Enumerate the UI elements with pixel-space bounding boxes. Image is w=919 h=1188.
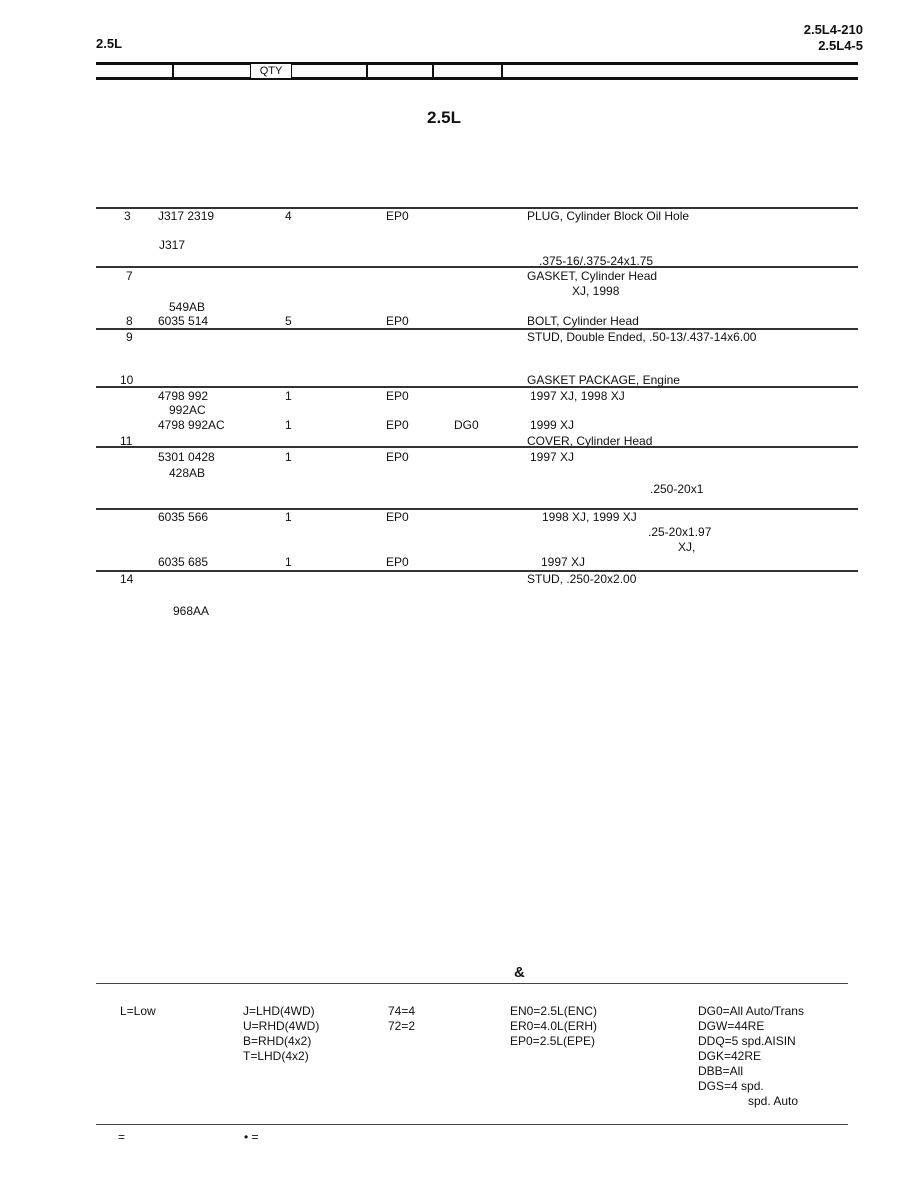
legend-item: EN0=2.5L(ENC) (510, 1004, 598, 1018)
description: 1999 XJ (530, 418, 575, 432)
row-divider (96, 570, 858, 572)
legend-item: DBB=All (698, 1064, 744, 1078)
quantity: 1 (285, 450, 292, 464)
column-header-top-rule (96, 62, 858, 65)
legend-item: 72=2 (388, 1019, 416, 1033)
section-title: 2.5L (427, 108, 462, 127)
legend-item: DGK=42RE (698, 1049, 762, 1063)
footer-rule (96, 1124, 848, 1125)
description: 1998 XJ, 1999 XJ (542, 510, 637, 524)
header-left-code: 2.5L (96, 36, 123, 51)
part-number: 549AB (169, 300, 206, 314)
description: STUD, .250-20x2.00 (527, 572, 637, 586)
part-number: 4798 992AC (158, 418, 225, 432)
legend-top-rule (96, 983, 848, 984)
part-number: 4798 992 (158, 389, 209, 403)
legend-item: DDQ=5 spd.AISIN (698, 1034, 796, 1048)
column-header-bottom-rule (96, 77, 858, 80)
ref-number: 10 (120, 373, 134, 387)
part-number: J317 (159, 238, 186, 252)
column-divider (366, 63, 368, 77)
row-divider (96, 446, 858, 448)
description: GASKET PACKAGE, Engine (527, 373, 680, 387)
qty-column-header: QTY (250, 63, 292, 79)
legend-item: B=RHD(4x2) (243, 1034, 312, 1048)
legend-item: spd. Auto (748, 1094, 799, 1108)
engine-code: EP0 (386, 510, 409, 524)
part-number: J317 2319 (158, 209, 215, 223)
description: 1997 XJ (530, 450, 575, 464)
legend-item: DGW=44RE (698, 1019, 765, 1033)
legend-item: J=LHD(4WD) (243, 1004, 315, 1018)
quantity: 1 (285, 510, 292, 524)
description: BOLT, Cylinder Head (527, 314, 639, 328)
part-number: 6035 514 (158, 314, 209, 328)
legend-item: DGS=4 spd. (698, 1079, 764, 1093)
engine-code: EP0 (386, 389, 409, 403)
legend-item: U=RHD(4WD) (243, 1019, 320, 1033)
part-number: 6035 685 (158, 555, 209, 569)
footnote: = (118, 1130, 126, 1144)
ref-number: 8 (126, 314, 133, 328)
quantity: 5 (285, 314, 292, 328)
legend-item: ER0=4.0L(ERH) (510, 1019, 598, 1033)
ref-number: 7 (126, 269, 133, 283)
engine-code: EP0 (386, 314, 409, 328)
part-number: 428AB (169, 466, 206, 480)
description: .25-20x1.97 (648, 525, 712, 539)
ref-number: 9 (126, 330, 133, 344)
quantity: 1 (285, 389, 292, 403)
ref-number: 3 (124, 209, 131, 223)
part-number: 5301 0428 (158, 450, 215, 464)
part-number: 992AC (169, 403, 206, 417)
header-right-code-1: 2.5L4-210 (803, 22, 863, 37)
legend-item: EP0=2.5L(EPE) (510, 1034, 596, 1048)
description: COVER, Cylinder Head (527, 434, 653, 448)
quantity: 1 (285, 555, 292, 569)
header-right-code-2: 2.5L4-5 (818, 38, 863, 53)
legend-item: DG0=All Auto/Trans (698, 1004, 804, 1018)
description: GASKET, Cylinder Head (527, 269, 658, 283)
quantity: 1 (285, 418, 292, 432)
transmission-code: DG0 (454, 418, 479, 432)
legend-item: 74=4 (388, 1004, 416, 1018)
column-divider (501, 63, 503, 77)
engine-code: EP0 (386, 418, 409, 432)
column-divider (172, 63, 174, 77)
legend-item: L=Low (120, 1004, 156, 1018)
row-divider (96, 508, 858, 510)
footnote: • = (244, 1130, 259, 1144)
description: 1997 XJ (541, 555, 586, 569)
engine-code: EP0 (386, 450, 409, 464)
description: STUD, Double Ended, .50-13/.437-14x6.00 (527, 330, 757, 344)
column-divider (432, 63, 434, 77)
description: 1997 XJ, 1998 XJ (530, 389, 625, 403)
engine-code: EP0 (386, 555, 409, 569)
description: .375-16/.375-24x1.75 (539, 254, 654, 268)
row-divider (96, 386, 858, 388)
description: PLUG, Cylinder Block Oil Hole (527, 209, 690, 223)
ref-number: 11 (120, 434, 133, 448)
description: .250-20x1 (650, 482, 704, 496)
engine-code: EP0 (386, 209, 409, 223)
description: XJ, (678, 540, 696, 554)
part-number: 6035 566 (158, 510, 209, 524)
legend-item: T=LHD(4x2) (243, 1049, 309, 1063)
legend-title: & (514, 964, 525, 981)
description: XJ, 1998 (572, 284, 620, 298)
ref-number: 14 (120, 572, 134, 586)
part-number: 968AA (173, 604, 210, 618)
row-divider (96, 266, 858, 268)
quantity: 4 (285, 209, 292, 223)
